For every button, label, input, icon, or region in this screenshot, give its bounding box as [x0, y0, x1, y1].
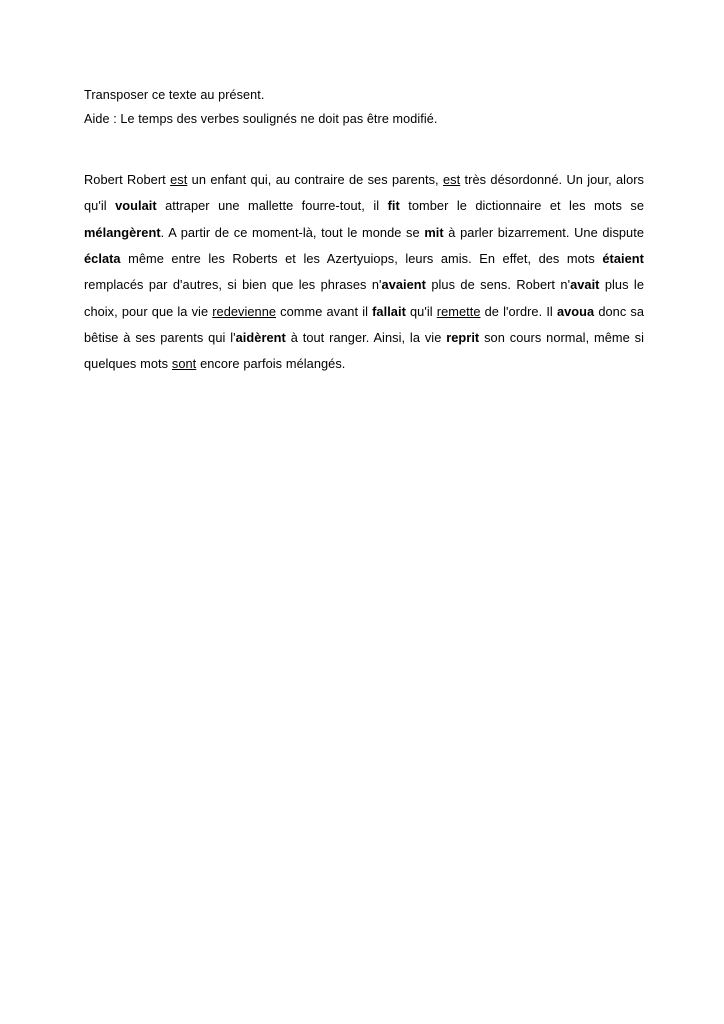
- text-run: tomber le dictionnaire et les mots se: [399, 198, 645, 214]
- verb-bold: éclata: [84, 250, 121, 266]
- verb-bold: reprit: [446, 329, 480, 345]
- text-run: de l'ordre. Il: [480, 303, 557, 319]
- text-run: Robert Robert: [84, 171, 171, 187]
- verb-underlined: est: [442, 171, 461, 187]
- verb-bold: avaient: [381, 277, 426, 293]
- instruction-line-1: Transposer ce texte au présent.: [84, 88, 265, 102]
- verb-bold: étaient: [602, 250, 644, 266]
- verb-bold: fit: [387, 198, 400, 214]
- verb-bold: fallait: [372, 303, 406, 319]
- verb-underlined: sont: [171, 356, 197, 372]
- text-run: plus le choix, pour que la vie: [84, 277, 644, 319]
- text-run: un enfant qui, au contraire de ses parents,: [187, 171, 443, 187]
- verb-bold: mélangèrent: [84, 224, 161, 240]
- text-run: à tout ranger. Ainsi, la vie: [285, 329, 447, 345]
- verb-bold: avoua: [556, 303, 595, 319]
- text-run: . A partir de ce moment-là, tout le monde se: [160, 224, 425, 240]
- text-run: donc sa bêtise à ses parents qui l': [84, 303, 645, 345]
- text-run: même entre les Roberts et les Azertyuiops, leurs amis. En effet, des mots: [120, 250, 603, 266]
- text-run: comme avant il: [276, 303, 373, 319]
- verb-underlined: remette: [436, 303, 481, 319]
- instruction-line-2: Aide : Le temps des verbes soulignés ne doit pas être modifié.: [84, 112, 438, 127]
- verb-bold: aidèrent: [235, 329, 286, 345]
- text-run: très désordonné. Un jour, alors qu'il: [84, 171, 644, 214]
- text-run: remplacés par d'autres, si bien que les phrases n': [84, 277, 382, 293]
- text-run: encore parfois mélangés.: [196, 356, 346, 372]
- verb-bold: avait: [570, 277, 600, 293]
- text-run: attraper une mallette fourre-tout, il: [156, 198, 388, 214]
- text-run: son cours normal, même si quelques mots: [84, 329, 645, 372]
- verb-bold: voulait: [115, 198, 157, 214]
- text-run: qu'il: [405, 303, 437, 319]
- passage-text: [84, 167, 644, 378]
- text-run: à parler bizarrement. Une dispute: [443, 224, 644, 240]
- verb-bold: mit: [424, 224, 444, 240]
- verb-underlined: redevienne: [212, 303, 277, 319]
- passage-paragraph: [84, 167, 644, 378]
- instructions-block: [84, 84, 644, 131]
- verb-underlined: est: [170, 171, 188, 187]
- text-run: plus de sens. Robert n': [425, 277, 571, 293]
